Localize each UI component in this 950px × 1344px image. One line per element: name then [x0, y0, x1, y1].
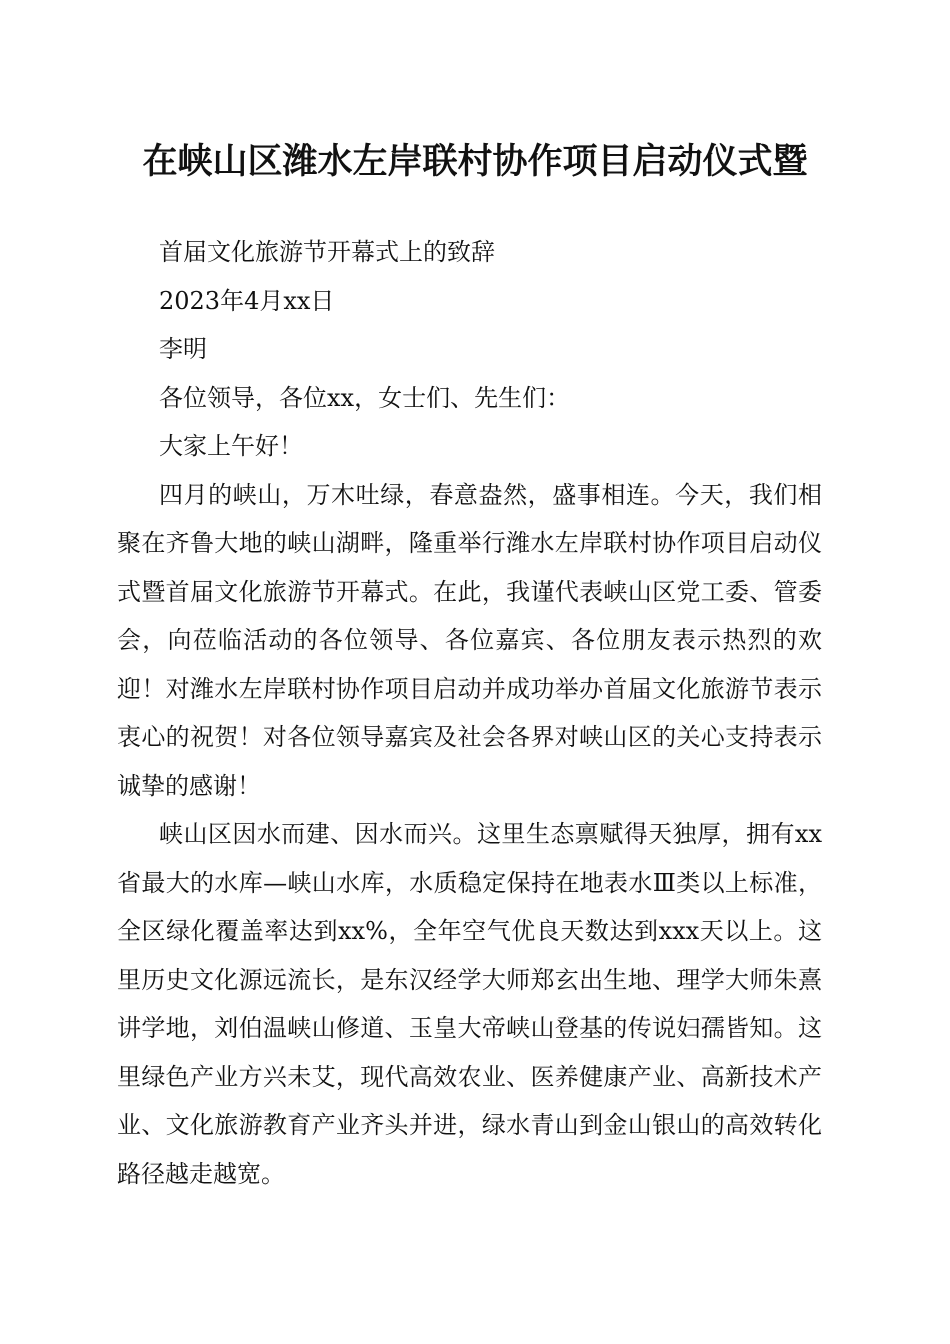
greeting: 大家上午好！ [159, 432, 303, 460]
document-author: 李明 [159, 335, 207, 363]
body-paragraph: 四月的峡山，万木吐绿，春意盎然，盛事相连。今天，我们相聚在齐鲁大地的峡山湖畔，隆重举行潍水左岸联村协作项目启动仪式暨首届文化旅游节开幕式。在此，我谨代表峡山区党工委、管委会，向莅临活动的各位领导、各位嘉宾、各位朋友表示热烈的欢迎！对潍水左岸联村协作项目启动并成功举办首届文化旅游节表示衷心的祝贺！对各位领导嘉宾及社会各界对峡山区的关心支持表示诚挚的感谢！ [117, 480, 822, 800]
document-date: 2023年4月xx日 [159, 286, 335, 315]
body-paragraph: 峡山区因水而建、因水而兴。这里生态禀赋得天独厚，拥有xx省最大的水库—峡山水库，水质稳定保持在地表水Ⅲ类以上标准，全区绿化覆盖率达到xx%，全年空气优良天数达到xxx天以上。这里历史文化源远流长，是东汉经学大师郑玄出生地、理学大师朱熹讲学地，刘伯温峡山修道、玉皇大帝峡山登基的传说妇孺皆知。这里绿色产业方兴未艾，现代高效农业、医养健康产业、高新技术产业、文化旅游教育产业齐头并进，绿水青山到金山银山的高效转化路径越走越宽。 [117, 820, 822, 1188]
document-subtitle: 首届文化旅游节开幕式上的致辞 [159, 238, 495, 266]
document-body [117, 228, 822, 1198]
salutation: 各位领导，各位xx，女士们、先生们： [159, 383, 571, 412]
document-title: 在峡山区潍水左岸联村协作项目启动仪式暨 [142, 141, 808, 182]
